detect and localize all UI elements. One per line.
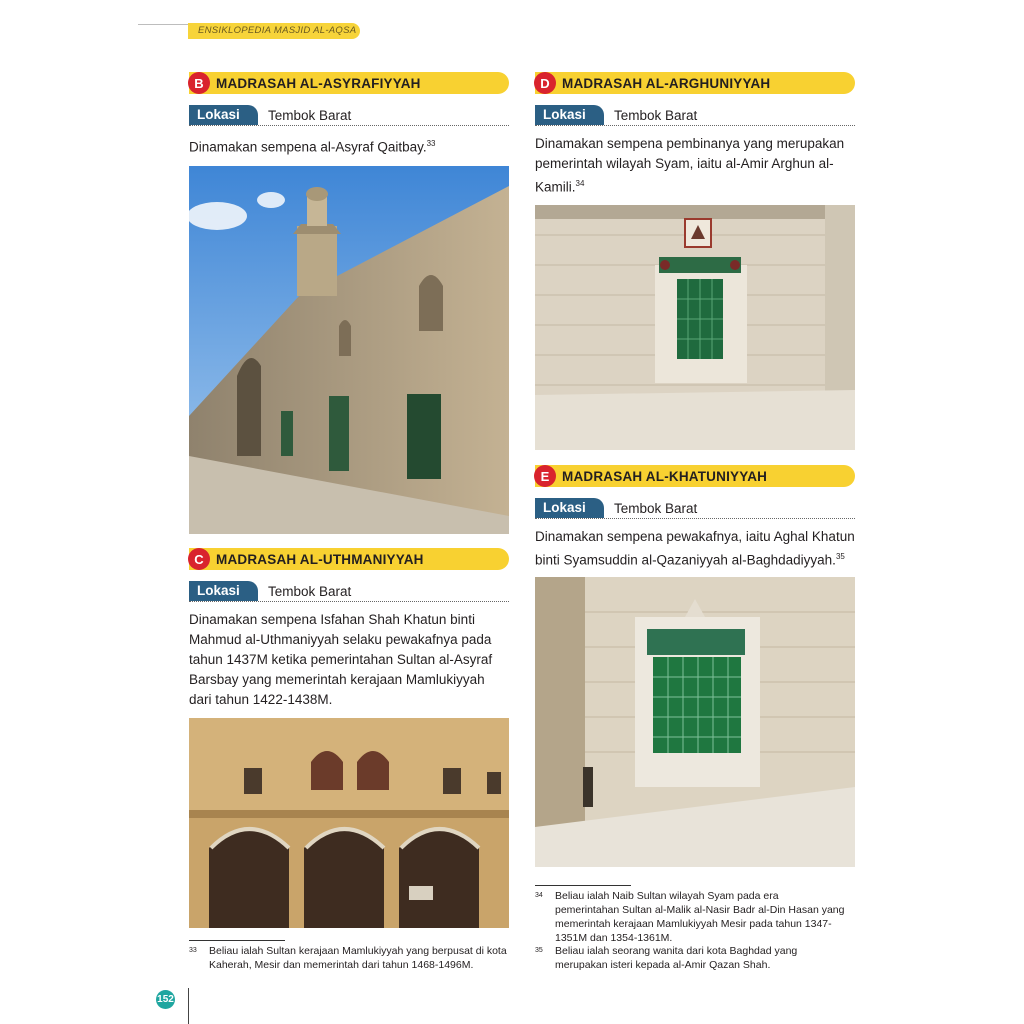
section-title: MADRASAH AL-KHATUNIYYAH: [562, 468, 768, 484]
page-number-badge: 152: [156, 990, 175, 1009]
section-letter-badge: C: [188, 548, 210, 570]
section-letter-badge: E: [534, 465, 556, 487]
section-title: MADRASAH AL-ASYRAFIYYAH: [216, 75, 421, 91]
location-label: Lokasi: [189, 105, 258, 125]
photo-madrasah-asyrafiyyah: [189, 166, 509, 534]
section-description: [535, 134, 855, 198]
footnote-33: [189, 944, 509, 972]
footnote-text: Beliau ialah Naib Sultan wilayah Syam pada era pemerintahan Sultan al-Malik al-Nasir Badr al-Din Hasan yang memerintah kerajaan Mamlukiyyah Mesir pada tahun 1347-1351M dan 1354-1361M.: [555, 890, 845, 944]
description-text: Dinamakan sempena pewakafnya, iaitu Aghal Khatun binti Syamsuddin al-Qazaniyyah al-Baghdadiyyah.: [535, 529, 855, 568]
footnote-number: 35: [535, 947, 543, 954]
page-number-rule: [188, 988, 189, 1024]
footnote-ref: 34: [575, 179, 585, 188]
photo-madrasah-arghuniyyah: [535, 205, 855, 450]
section-letter-badge: D: [534, 72, 556, 94]
location-value: Tembok Barat: [614, 107, 698, 123]
location-row: [189, 105, 509, 126]
section-letter-badge: B: [188, 72, 210, 94]
section-title-bar: [535, 72, 855, 94]
footnote-ref: 35: [835, 552, 845, 561]
photo-madrasah-uthmaniyyah: [189, 718, 509, 928]
section-title-bar: [535, 465, 855, 487]
location-row: [535, 105, 855, 126]
section-description: [189, 134, 509, 158]
section-e: [535, 465, 855, 571]
location-label: Lokasi: [535, 105, 604, 125]
footnote-text: Beliau ialah Sultan kerajaan Mamlukiyyah yang berpusat di kota Kaherah, Mesir dan memerintah dari tahun 1468-1496M.: [209, 945, 507, 971]
section-title-bar: [189, 548, 509, 570]
location-row: [189, 581, 509, 602]
running-header: ENSIKLOPEDIA MASJID AL-AQSA: [188, 23, 360, 39]
section-description: Dinamakan sempena Isfahan Shah Khatun binti Mahmud al-Uthmaniyyah selaku pewakafnya pada tahun 1437M ketika pemerintahan Sultan al-Asyraf Barsbay yang memerintah kerajaan Mamlukiyyah dari tahun 1422-1438M.: [189, 612, 493, 707]
footnote-34: [535, 889, 845, 945]
footnote-rule: [189, 940, 285, 941]
section-title: MADRASAH AL-UTHMANIYYAH: [216, 551, 424, 567]
section-description: [535, 527, 855, 571]
footnote-rule: [535, 885, 631, 886]
section-d: [535, 72, 855, 198]
location-label: Lokasi: [189, 581, 258, 601]
location-row: [535, 498, 855, 519]
footnote-text: Beliau ialah seorang wanita dari kota Baghdad yang merupakan isteri kepada al-Amir Qazan Shah.: [555, 945, 798, 971]
location-value: Tembok Barat: [268, 583, 352, 599]
location-value: Tembok Barat: [268, 107, 352, 123]
footnote-35: [535, 944, 845, 972]
header-rule: [138, 24, 190, 25]
section-c: [189, 548, 509, 710]
location-value: Tembok Barat: [614, 500, 698, 516]
footnote-ref: 33: [426, 139, 436, 148]
photo-madrasah-khatuniyyah: [535, 577, 855, 867]
description-text: Dinamakan sempena pembinanya yang merupakan pemerintah wilayah Syam, iaitu al-Amir Arghun al-Kamili.: [535, 136, 845, 195]
section-title-bar: [189, 72, 509, 94]
section-b: [189, 72, 509, 158]
section-title: MADRASAH AL-ARGHUNIYYAH: [562, 75, 771, 91]
description-text: Dinamakan sempena al-Asyraf Qaitbay.: [189, 139, 427, 155]
location-label: Lokasi: [535, 498, 604, 518]
footnote-number: 34: [535, 892, 543, 899]
footnote-number: 33: [189, 947, 197, 954]
